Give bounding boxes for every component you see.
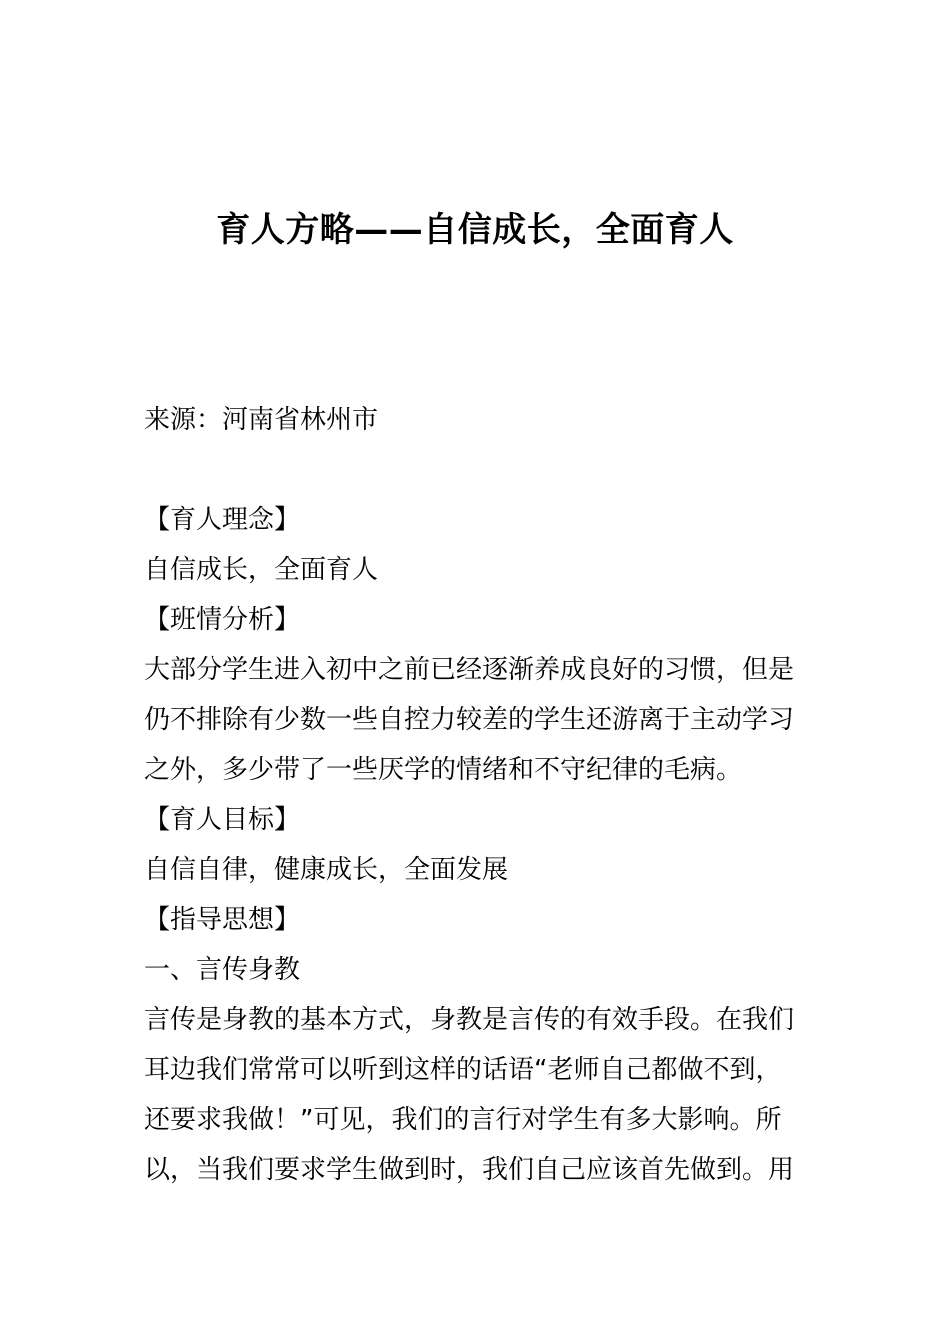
goal-text: 自信自律，健康成长，全面发展 [144, 855, 509, 885]
document-title: 育人方略——自信成长，全面育人 [216, 210, 734, 250]
guide-line: 言传是身教的基本方式，身教是言传的有效手段。在我们 [144, 1005, 795, 1035]
source-line: 来源：河南省林州市 [144, 405, 379, 435]
guide-line: 以，当我们要求学生做到时，我们自己应该首先做到。用 [144, 1155, 795, 1185]
guide-heading: 【指导思想】 [144, 905, 301, 935]
analysis-line: 大部分学生进入初中之前已经逐渐养成良好的习惯，但是 [144, 655, 795, 685]
guide-line: 还要求我做！”可见，我们的言行对学生有多大影响。所 [144, 1105, 782, 1135]
analysis-heading: 【班情分析】 [144, 605, 301, 635]
guide-line: 耳边我们常常可以听到这样的话语“老师自己都做不到， [144, 1055, 782, 1085]
philosophy-heading: 【育人理念】 [144, 505, 301, 535]
goal-heading: 【育人目标】 [144, 805, 301, 835]
analysis-line: 仍不排除有少数一些自控力较差的学生还游离于主动学习 [144, 705, 795, 735]
analysis-line: 之外，多少带了一些厌学的情绪和不守纪律的毛病。 [144, 755, 743, 785]
document-body [144, 395, 810, 1195]
blank-line [144, 445, 810, 495]
philosophy-text: 自信成长，全面育人 [144, 555, 379, 585]
guide-subheading: 一、言传身教 [144, 955, 301, 985]
